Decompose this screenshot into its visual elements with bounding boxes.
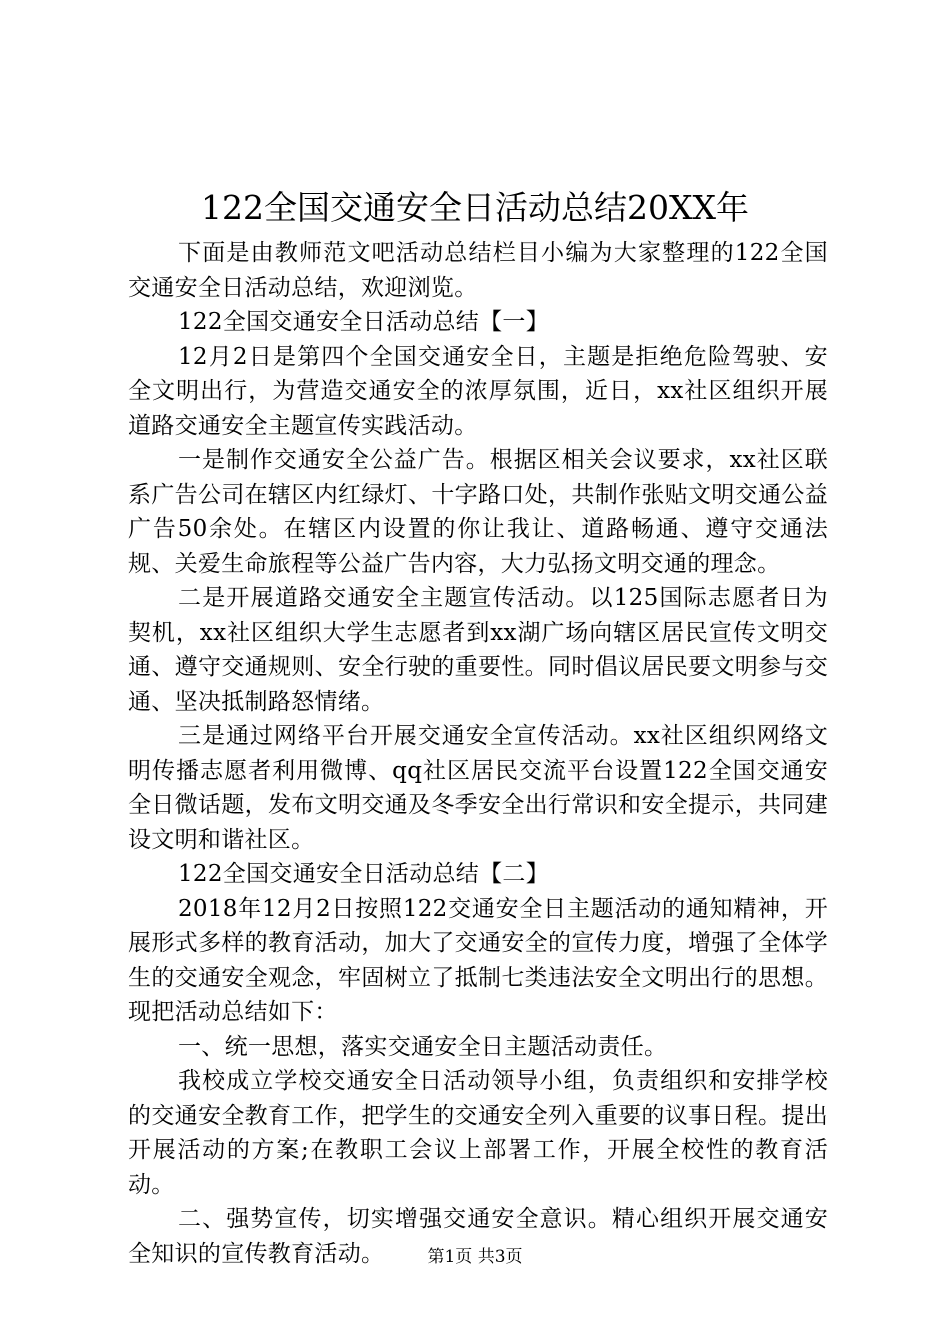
body-paragraph: 2018年12月2日按照122交通安全日主题活动的通知精神，开展形式多样的教育活动，加大了交通安全的宣传力度，增强了全体学生的交通安全观念，牢固树立了抵制七类违法安全文明出行的思想。现把活动总结如下： — [128, 895, 828, 1025]
body-paragraph: 二、强势宣传，切实增强交通安全意识。精心组织开展交通安全知识的宣传教育活动。 — [128, 1206, 828, 1267]
page-footer: 第1页 共3页 — [427, 1247, 523, 1267]
section-heading-one: 122全国交通安全日活动总结【一】 — [178, 309, 549, 335]
document-body — [128, 236, 828, 1271]
body-paragraph: 二是开展道路交通安全主题宣传活动。以125国际志愿者日为契机，xx社区组织大学生志愿者到xx湖广场向辖区居民宣传文明交通、遵守交通规则、安全行驶的重要性。同时倡议居民要文明参与交通、坚决抵制路怒情绪。 — [128, 585, 828, 715]
body-paragraph: 一、统一思想，落实交通安全日主题活动责任。 — [178, 1033, 668, 1060]
body-paragraph: 我校成立学校交通安全日活动领导小组，负责组织和安排学校的交通安全教育工作，把学生的交通安全列入重要的议事日程。提出开展活动的方案;在教职工会议上部署工作，开展全校性的教育活动。 — [128, 1068, 828, 1198]
body-paragraph: 一是制作交通安全公益广告。根据区相关会议要求，xx社区联系广告公司在辖区内红绿灯、十字路口处，共制作张贴文明交通公益广告50余处。在辖区内设置的你让我让、道路畅通、遵守交通法规、关爱生命旅程等公益广告内容，大力弘扬文明交通的理念。 — [128, 447, 828, 577]
body-paragraph: 12月2日是第四个全国交通安全日，主题是拒绝危险驾驶、安全文明出行，为营造交通安全的浓厚氛围，近日，xx社区组织开展道路交通安全主题宣传实践活动。 — [128, 343, 828, 439]
section-heading-two: 122全国交通安全日活动总结【二】 — [178, 861, 549, 887]
intro-paragraph: 下面是由教师范文吧活动总结栏目小编为大家整理的122全国交通安全日活动总结，欢迎浏览。 — [128, 240, 828, 301]
body-paragraph: 三是通过网络平台开展交通安全宣传活动。xx社区组织网络文明传播志愿者利用微博、qq社区居民交流平台设置122全国交通安全日微话题，发布文明交通及冬季安全出行常识和安全提示，共同建设文明和谐社区。 — [128, 723, 828, 853]
document-title: 122全国交通安全日活动总结20XX年 — [201, 188, 749, 227]
